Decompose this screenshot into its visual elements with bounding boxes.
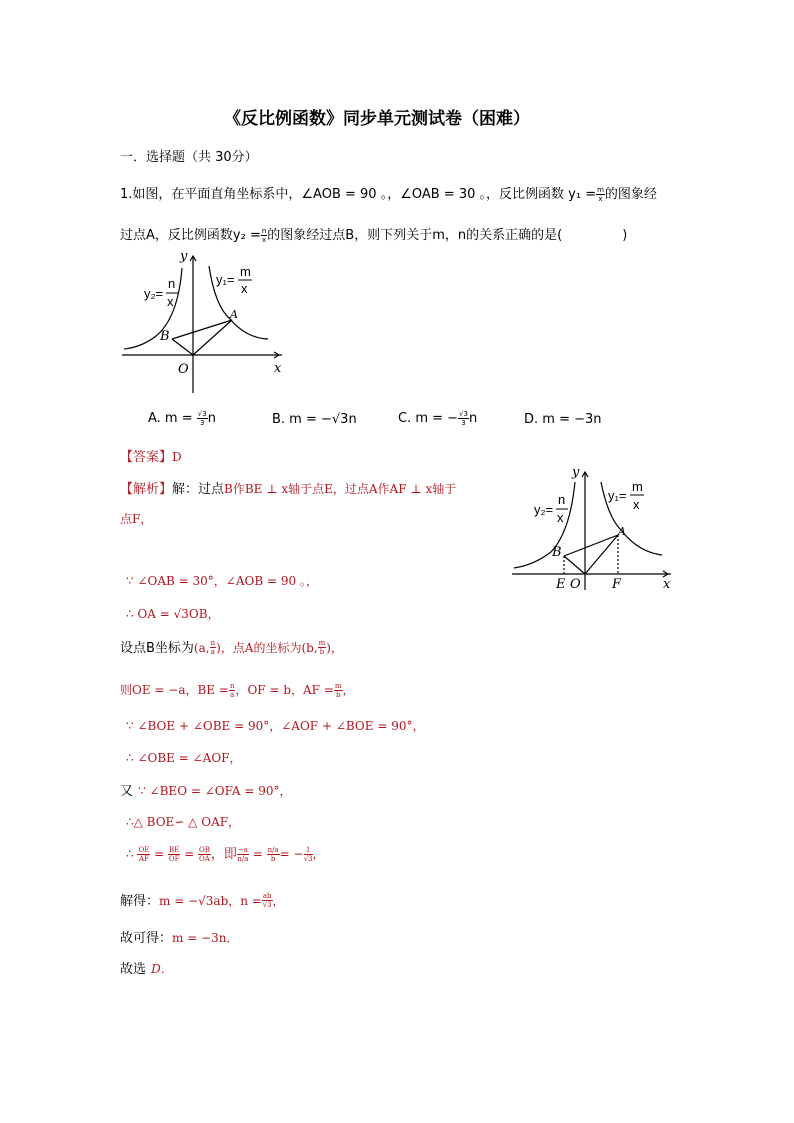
fig-a-label: A — [230, 308, 238, 321]
step-11: 故可得：m = −3n． — [120, 931, 239, 946]
step-5: ∵ ∠BOE + ∠OBE = 90°，∠AOF + ∠BOE = 90°， — [126, 719, 425, 733]
fig-x-label: x — [274, 361, 282, 376]
step-9: ∴ $\frac{OE}{AF}$ = $\frac{BE}{OF}$ = $\frac{OB}{OA}$ ，即 $\frac{-a}{n/a}$ = $\frac{n/a}{b}$ = − $\frac{1}{√3}$ ， — [126, 846, 325, 863]
step-12: 故选 D． — [120, 962, 173, 977]
analysis-figure — [506, 462, 686, 592]
fig-y2-x: x — [167, 294, 174, 309]
step-10: 解得：m = −√3ab，n = $\frac{ab}{√3}$ ， — [120, 892, 285, 909]
section-heading: 一．选择题（共 30分） — [120, 150, 258, 165]
step-2: ∴ OA = √3OB， — [126, 607, 220, 621]
answer-line — [120, 446, 182, 465]
fig-o-label: O — [178, 362, 189, 377]
fig-y2-label: y₂= — [144, 286, 164, 301]
fig2-y-label: y — [572, 465, 580, 480]
segment-ob — [172, 339, 193, 355]
fig2-f-label: F — [612, 577, 622, 592]
q1-line1 — [120, 183, 657, 203]
svg-text:y₂=: y₂= — [534, 502, 554, 517]
q1-text-4: 的图象经过点B，则下列关于m，n的关系正确的是( — [267, 228, 563, 243]
svg-text:y₁=: y₁= — [608, 488, 627, 503]
svg-text:m: m — [632, 479, 643, 494]
q1-frac-m-x: $\frac{m}{x}$ — [597, 186, 604, 203]
option-b[interactable]: B. m = −√3n — [272, 412, 357, 427]
answer-tag: 【答案】 — [120, 450, 173, 465]
step-3: 设点B坐标为(a, $\frac{n}{a}$ )，点A的坐标为(b, $\frac{m}{b}$ )， — [120, 639, 343, 656]
fig-y1-m: m — [240, 264, 251, 279]
analysis-tag: 【解析】 — [120, 482, 173, 497]
q1-paren: ) — [622, 228, 628, 243]
step-1: ∵ ∠OAB = 30°，∠AOB = 90 。， — [126, 574, 318, 588]
fig-y1-label: y₁= — [216, 272, 235, 287]
option-d[interactable]: D. m = −3n — [524, 412, 602, 427]
step-7: 又 ∵ ∠BEO = ∠OFA = 90°， — [120, 784, 292, 799]
question-figure — [116, 248, 296, 398]
fig-y2-n: n — [168, 276, 176, 291]
q1-text: 1.如图，在平面直角坐标系中，∠AOB = 90 。，∠OAB = 30 。，反比例函数 — [120, 187, 565, 202]
fig-y-label: y — [180, 249, 188, 264]
svg-text:x: x — [557, 510, 564, 525]
q1-y2: y₂ = — [232, 228, 261, 243]
fig2-a-label: A — [618, 525, 626, 538]
page-title: 《反比例函数》同步单元测试卷（困难） — [224, 109, 530, 129]
fig2-e-label: E — [556, 577, 566, 592]
q1-y1: y₁ = — [568, 187, 597, 202]
q1-frac-n-x: $\frac{n}{x}$ — [261, 227, 267, 244]
analysis-line1c: 点F， — [120, 512, 153, 526]
step-8: ∴△ BOE∽ △ OAF， — [126, 815, 241, 829]
svg-text:x: x — [633, 497, 640, 512]
fig-y1-x: x — [241, 281, 248, 296]
step-4: 则OE = −a，BE = $\frac{n}{a}$ ，OF = b，AF = $\frac{m}{b}$ ， — [120, 682, 355, 699]
segment-oa — [193, 320, 232, 355]
option-a[interactable]: A. m = $\frac{√3}{3}$ n — [148, 410, 216, 427]
fig2-o-label: O — [570, 577, 581, 592]
answer-value: D — [172, 450, 182, 464]
fig2-b-label: B — [552, 545, 562, 560]
option-c[interactable]: C. m = − $\frac{√3}{3}$ n — [398, 410, 478, 427]
step-6: ∴ ∠OBE = ∠AOF， — [126, 751, 242, 765]
fig-b-label: B — [160, 329, 170, 344]
segment-ab — [172, 320, 232, 339]
q1-text-2: 的图象经 — [604, 187, 657, 202]
q1-line2 — [120, 224, 627, 244]
fig2-x-label: x — [663, 577, 671, 592]
analysis-line1: 【解析】解：过点B作BE ⊥ x轴于点E，过点A作AF ⊥ x轴于 — [120, 482, 457, 497]
q1-text-3: 过点A，反比例函数 — [120, 228, 233, 243]
svg-text:n: n — [558, 492, 566, 507]
